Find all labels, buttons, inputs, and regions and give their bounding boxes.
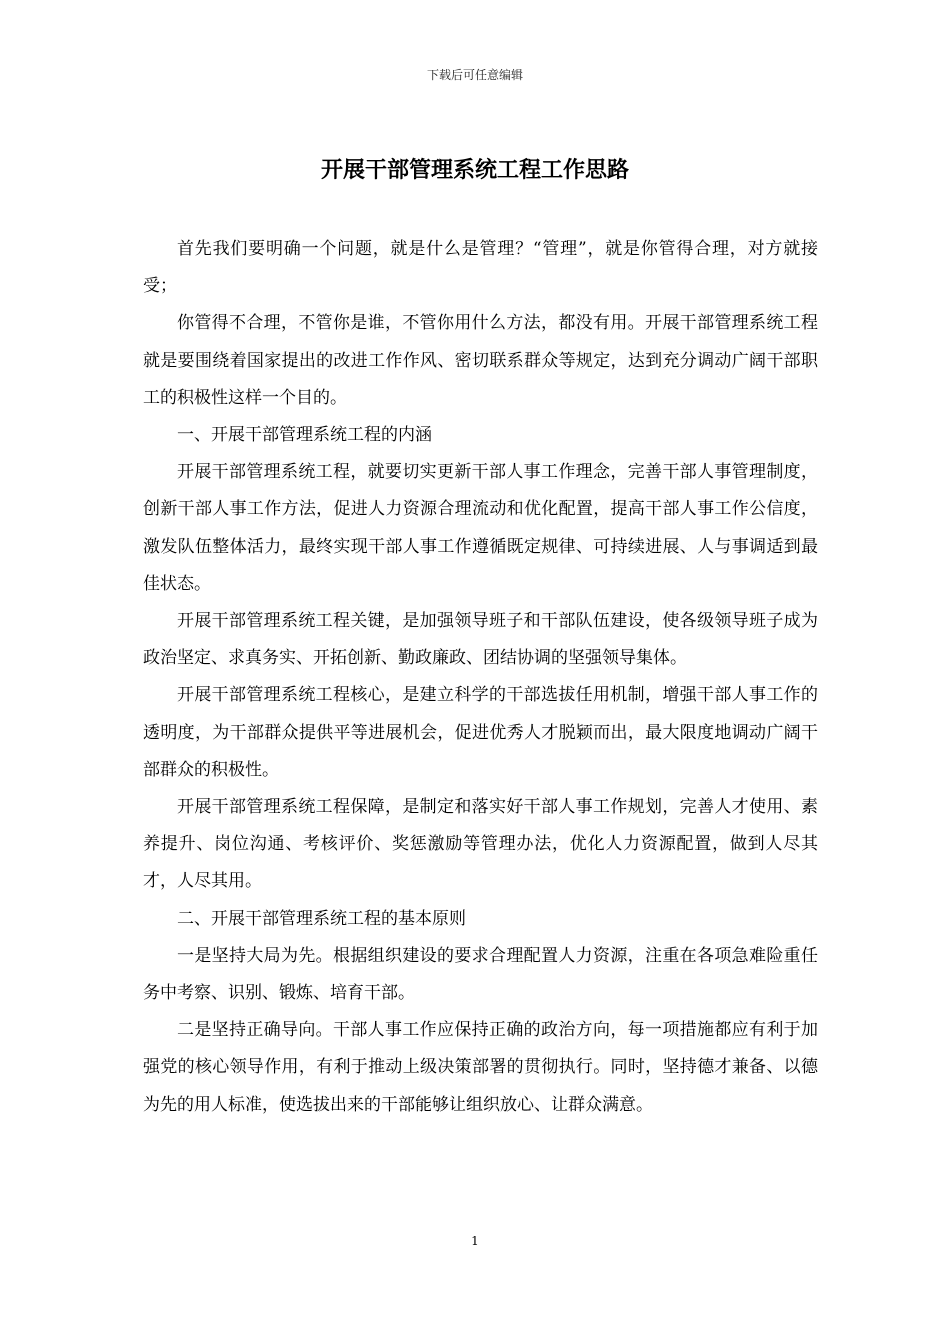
paragraph: 开展干部管理系统工程，就要切实更新干部人事工作理念，完善干部人事管理制度，创新干部人事工作方法，促进人力资源合理流动和优化配置，提高干部人事工作公信度，激发队伍整体活力，最终实现干部人事工作遵循既定规律、可持续进展、人与事调适到最佳状态。 <box>143 462 818 594</box>
paragraph: 一是坚持大局为先。根据组织建设的要求合理配置人力资源，注重在各项急难险重任务中考察、识别、锻炼、培育干部。 <box>143 945 818 1004</box>
paragraph: 首先我们要明确一个问题，就是什么是管理？“管理”，就是你管得合理，对方就接受； <box>143 239 818 297</box>
document-title: 开展干部管理系统工程工作思路 <box>320 157 629 183</box>
paragraph: 开展干部管理系统工程核心，是建立科学的干部选拔任用机制，增强干部人事工作的透明度，为干部群众提供平等进展机会，促进优秀人才脱颖而出，最大限度地调动广阔干部群众的积极性。 <box>143 685 818 780</box>
page-number: 1 <box>471 1234 479 1248</box>
section-heading: 一、开展干部管理系统工程的内涵 <box>177 425 432 446</box>
paragraph: 二是坚持正确导向。干部人事工作应保持正确的政治方向，每一项措施都应有利于加强党的核心领导作用，有利于推动上级决策部署的贯彻执行。同时，坚持德才兼备、以德为先的用人标准，使选拔出来的干部能够让组织放心、让群众满意。 <box>143 1020 818 1115</box>
paragraph: 你管得不合理，不管你是谁，不管你用什么方法，都没有用。开展干部管理系统工程就是要围绕着国家提出的改进工作作风、密切联系群众等规定，达到充分调动广阔干部职工的积极性这样一个目的。 <box>143 313 818 408</box>
header-note: 下载后可任意编辑 <box>426 68 523 82</box>
section-heading: 二、开展干部管理系统工程的基本原则 <box>177 908 466 929</box>
paragraph: 开展干部管理系统工程关键，是加强领导班子和干部队伍建设，使各级领导班子成为政治坚定、求真务实、开拓创新、勤政廉政、团结协调的坚强领导集体。 <box>143 611 818 669</box>
paragraph: 开展干部管理系统工程保障，是制定和落实好干部人事工作规划，完善人才使用、素养提升、岗位沟通、考核评价、奖惩激励等管理办法，优化人力资源配置，做到人尽其才，人尽其用。 <box>143 797 818 892</box>
document-body <box>143 231 818 1124</box>
